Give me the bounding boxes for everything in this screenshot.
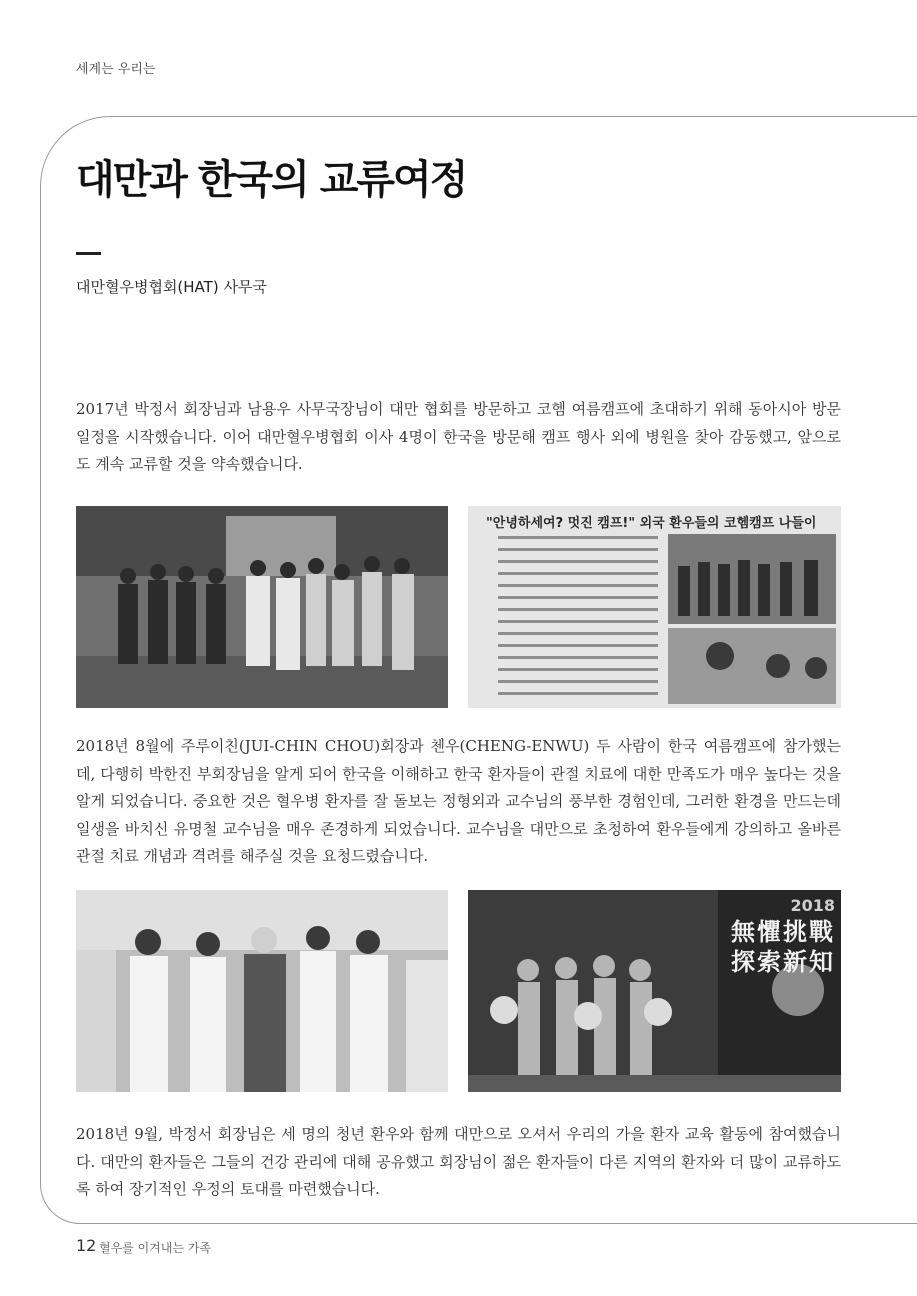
paragraph-1: 2017년 박정서 회장님과 남용우 사무국장님이 대만 협회를 방문하고 코헴 여름캠프에 초대하기 위해 동아시아 방문 일정을 시작했습니다. 이어 대만혈우병협회 이사 4명이 한국을 방문해 캠프 행사 외에 병원을 찾아 감동했고, 앞으로도 계속 교류할 것을 약속했습니다. [76,400,841,473]
section-label: 세계는 우리는 [76,62,156,77]
paragraph-3: 2018년 9월, 박정서 회장님은 세 명의 청년 환우와 함께 대만으로 오셔서 우리의 가을 환자 교육 활동에 참여했습니다. 대만의 환자들은 그들의 건강 관리에 대해 공유했고 회장님이 젊은 환자들이 다른 지역의 환자와 더 많이 교류하도록 하여 장기적인 우정의 토대를 마련했습니다. [76,1125,841,1198]
clipping-headline: "안녕하세여? 멋진 캠프!" 외국 환우들의 코헴캠프 나들이 [486,516,817,531]
group-photo-outdoor-illustration [76,506,448,708]
magazine-title: 혈우를 이겨내는 가족 [99,1241,211,1255]
article-title: 대만과 한국의 교류여정 [76,157,467,203]
title-underline [76,252,101,255]
newspaper-clipping-photo [468,506,841,708]
group-photo-outdoor [76,506,448,708]
page-number: 12 [76,1236,97,1255]
paragraph-2: 2018년 8월에 주루이친(JUI-CHIN CHOU)회장과 첸우(CHENG-ENWU) 두 사람이 한국 여름캠프에 참가했는데, 다행히 박한진 부회장님을 알게 되어 한국을 이해하고 한국 환자들이 관절 치료에 대한 만족도가 매우 높다는 것을 알게 되었습니다. 중요한 것은 혈우병 환자를 잘 돌보는 정형외과 교수님의 풍부한 경험인데, 그러한 환경을 만드는데 일생을 바치신 유명철 교수님을 매우 존경하게 되었습니다. 교수님을 대만으로 초청하여 환우들에게 강의하고 올바른 관절 치료 개념과 격려를 해주실 것을 요청드렸습니다. [76,737,841,865]
clipping-illustration [468,506,841,708]
event-banner-line2: 探索新知 [731,948,835,976]
event-stage-photo [468,890,841,1092]
group-photo-indoor-illustration [76,890,448,1092]
event-banner-line1: 無懼挑戰 [731,918,835,946]
event-banner-year: 2018 [790,896,835,915]
article-author: 대만혈우병협회(HAT) 사무국 [76,278,267,296]
group-photo-indoor [76,890,448,1092]
